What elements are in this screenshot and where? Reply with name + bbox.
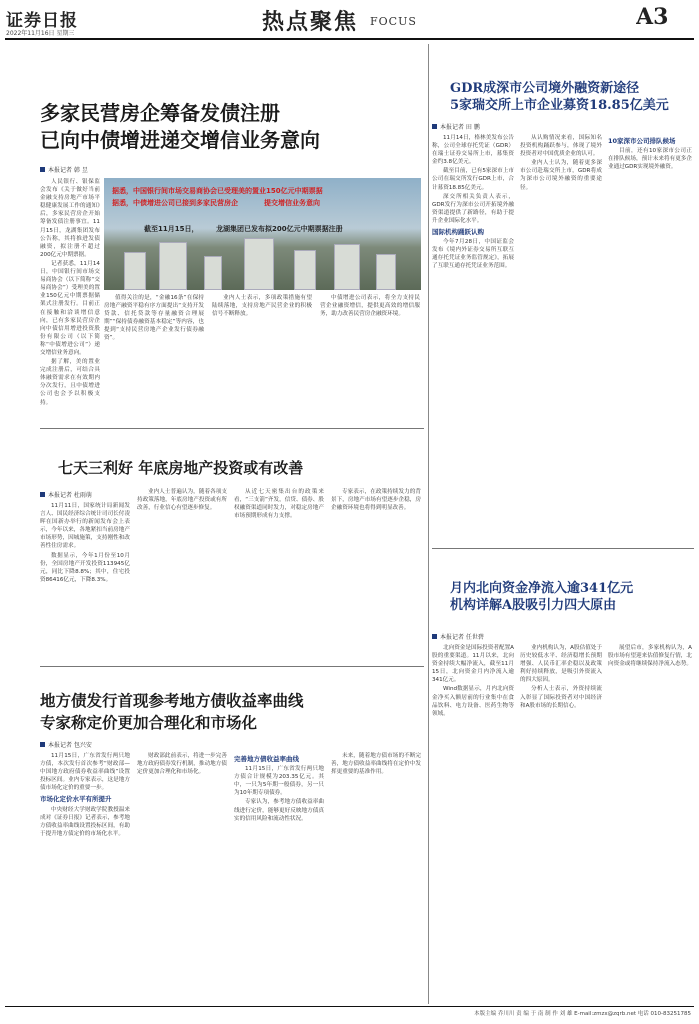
- article2-column-2: 业内人士普遍认为，随着各项支持政策落地，年底房地产投资或有所改善，行业信心有望逐步修复。: [137, 489, 227, 512]
- article3-subhead-1: 市场化定价水平有所提升: [40, 795, 112, 804]
- article1-column-2: 值得关注的是，“金融16条”在保持房地产融资平稳有序方面提出“支持开发贷款、信托贷款等存量融资合理展期”“保持债券融资基本稳定”等内容，也提到“支持民营房地产企业发行债券融资”。: [104, 295, 204, 342]
- byline-marker-icon: [40, 742, 45, 747]
- article3-column-1: 11月15日，广东省发行两只地方债，本次发行首次参考“财政部—中国地方政府债券收益率曲线”设置投标区间。业内专家表示，这是地方债市场化定价的重要一步。 市场化定价水平有所提升 中央财经大学财政学院教授温来成对《证券日报》记者表示，参考地方债收益率曲线设置投标区间，有助于提升地方债定价的市场化水平。: [40, 753, 130, 837]
- article1-column-4: 中债增进公司表示，将全力支持民营企业融资增信，提供更高效的增信服务，助力改善民营房企融资环境。: [320, 295, 420, 318]
- article3-column-3: 完善地方债收益率曲线 11月15日，广东省发行两只地方债合计规模为203.35亿元。其中，一只为5年期一般债券，另一只为10年期专项债券。 专家认为，参考地方债收益率曲线进行定价，能够更好反映地方债真实的信用风险和流动性状况。: [234, 755, 324, 822]
- masthead-rule: [5, 38, 694, 40]
- photo-caption-prefix: 截至11月15日，: [144, 225, 199, 233]
- photo-building: [124, 252, 146, 290]
- article4-column-3: 10家深市公司排队候场 目前，还有10家深市公司正在排队候场，预计未来将有更多企业通过GDR实现境外融资。: [608, 137, 692, 171]
- section-title: 热点聚焦: [262, 9, 359, 35]
- article1-column-1: 人民银行、银保监会发布《关于做好当前金融支持房地产市场平稳健康发展工作的通知》后，多家民营房企开始筹备发债注册事宜。11月15日，龙湖集团发布公告称，其将推进发债融资，拟注册不超过200亿元中期票据。 记者获悉，11月14日，中国银行间市场交易商协会（以下简称“交易商协会”）受理美的置业150亿元中期票据储架式注册发行。目前正在接触和洽谈增信意向，已有多家民营房企向中债信用增进投资股份有限公司（以下简称“中债增进公司”）递交增信业务意向。 据了解，美的置业完成注册后，可结合具体融资需求在有效期内分次发行，且中债增进公司也会予以积极支持。: [40, 179, 100, 406]
- byline-marker-icon: [432, 124, 437, 129]
- article1-photo: [104, 178, 421, 290]
- page-footer: 本版主编 乔川川 责 编 于 南 制 作 刘 雄 E-mail:zmzx@zqrb.net 电话 010-83251785: [474, 1011, 691, 1017]
- article2-byline: 本报记者 杜雨萌: [40, 490, 140, 499]
- photo-building: [376, 254, 396, 290]
- article5-column-3: 展望后市，多家机构认为，A股市场有望迎来估值修复行情，北向资金或将继续保持净流入态势。: [608, 645, 692, 668]
- article4-headline: GDR成深市公司境外融资新途径 5家瑞交所上市企业募资18.85亿美元: [450, 81, 669, 113]
- newspaper-logo: 证券日报: [6, 11, 78, 31]
- article3-subhead-2: 完善地方债收益率曲线: [234, 755, 299, 763]
- article1-byline: 本报记者 韩 昱: [40, 165, 130, 174]
- article2-column-3: 从近七天密集出台的政策来看，“三支箭”齐发，信贷、债券、股权融资渠道同时发力，对稳定房地产市场预期形成有力支撑。: [234, 489, 324, 520]
- article5-headline: 月内北向资金净流入逾341亿元 机构详解A股吸引力四大原由: [450, 581, 634, 613]
- byline-marker-icon: [432, 634, 437, 639]
- article4-subhead-1: 国际机构踊跃认购: [432, 228, 484, 237]
- photo-building: [244, 238, 274, 290]
- article4-subhead-2: 10家深市公司排队候场: [608, 137, 676, 145]
- photo-caption-line3: 提交增信业务意向: [264, 199, 320, 207]
- article5-column-2: 业内机构认为，A股估值处于历史较低水平、经济稳增长预期增强、人民币汇率企稳以及政策利好持续释放，是吸引外资流入的四大原因。 分析人士表示，外资持续流入彰显了国际投资者对中国经济和A股市场的长期信心。: [520, 645, 602, 709]
- article4-column-1: 11月14日，格林美发布公告称，公司全球存托凭证（GDR）在瑞士证券交易所上市，募集资金约3.8亿美元。 截至目前，已有5家深市上市公司在瑞交所发行GDR上市，合计募资18.85亿美元。 深交所相关负责人表示，GDR发行为深市公司开拓境外融资渠道提供了新路径，有助于提升企业国际化水平。 国际机构踊跃认购 今年7月28日，中国证监会发布《境内外证券交易所互联互通存托凭证业务监管规定》，拓展了互联互通存托凭证业务范围。: [432, 135, 514, 270]
- photo-caption-amount: 龙湖集团已发布拟200亿元中期票据注册: [216, 225, 343, 233]
- footer-rule: [5, 1006, 694, 1007]
- photo-caption-line2: 据悉，中债增进公司已接到多家民营房企: [112, 199, 238, 207]
- photo-caption-line1: 据悉，中国银行间市场交易商协会已受理美的置业150亿元中期票据: [112, 187, 323, 195]
- page-number: A3: [636, 4, 669, 30]
- column-divider: [428, 44, 429, 1004]
- article2-headline: 七天三利好 年底房地产投资或有改善: [58, 459, 304, 477]
- article4-byline: 本报记者 田 鹏: [432, 122, 532, 131]
- article1-headline: 多家民营房企筹备发债注册 已向中债增进递交增信业务意向: [40, 101, 320, 152]
- article2-column-1: 11月11日，国家统计局新闻发言人、国民经济综合统计司司长付凌晖在国新办举行的新闻发布会上表示，今年以来，各地紧扣当前房地产市场形势，因城施策，支持刚性和改善性住房需求。 数据显示，今年1月份至10月份，全国房地产开发投资113945亿元，同比下降8.8%；其中，住宅投资86416亿元，下降8.3%。: [40, 503, 130, 583]
- article3-column-4: 未来，随着地方债市场的不断完善，地方债收益率曲线将在定价中发挥更重要的基准作用。: [331, 753, 421, 776]
- article5-column-1: 北向资金是国际投资者配置A股的重要渠道。11月以来，北向资金持续大幅净流入，截至11月15日，北向资金月内净流入逾341亿元。 Wind数据显示，月内北向资金净买入额居前的行业集中在食品饮料、电力设备、医药生物等领域。: [432, 645, 514, 717]
- divider: [432, 548, 694, 549]
- article5-byline: 本报记者 任世碧: [432, 632, 532, 641]
- divider: [40, 666, 424, 667]
- article1-column-3: 业内人士表示，多项政策措施有望陆续落地，支持房地产民营企业的积极信号不断释放。: [212, 295, 312, 318]
- byline-marker-icon: [40, 167, 45, 172]
- photo-building: [294, 250, 316, 290]
- article3-column-2: 财政部此前表示，将进一步完善地方政府债券发行机制，推动地方债定价更加合理化和市场化。: [137, 753, 227, 776]
- photo-building: [334, 244, 360, 290]
- byline-marker-icon: [40, 492, 45, 497]
- article3-headline: 地方债发行首现参考地方债收益率曲线 专家称定价更加合理化和市场化: [40, 691, 304, 732]
- photo-building: [159, 242, 187, 290]
- issue-date: 2022年11月16日 星期三: [6, 30, 75, 37]
- divider: [40, 428, 424, 429]
- article3-byline: 本报记者 包兴安: [40, 740, 140, 749]
- photo-building: [204, 256, 222, 290]
- article4-column-2: 从认购情况来看，国际知名投资机构踊跃参与，体现了境外投资者对中国优质企业的认可。 业内人士认为，随着更多深市公司赴瑞交所上市，GDR将成为深市公司境外融资的重要途径。: [520, 135, 602, 191]
- article2-column-4: 专家表示，在政策持续发力的背景下，房地产市场有望逐步企稳，房企融资环境也将得到明显改善。: [331, 489, 421, 512]
- section-subtitle: FOCUS: [370, 15, 417, 28]
